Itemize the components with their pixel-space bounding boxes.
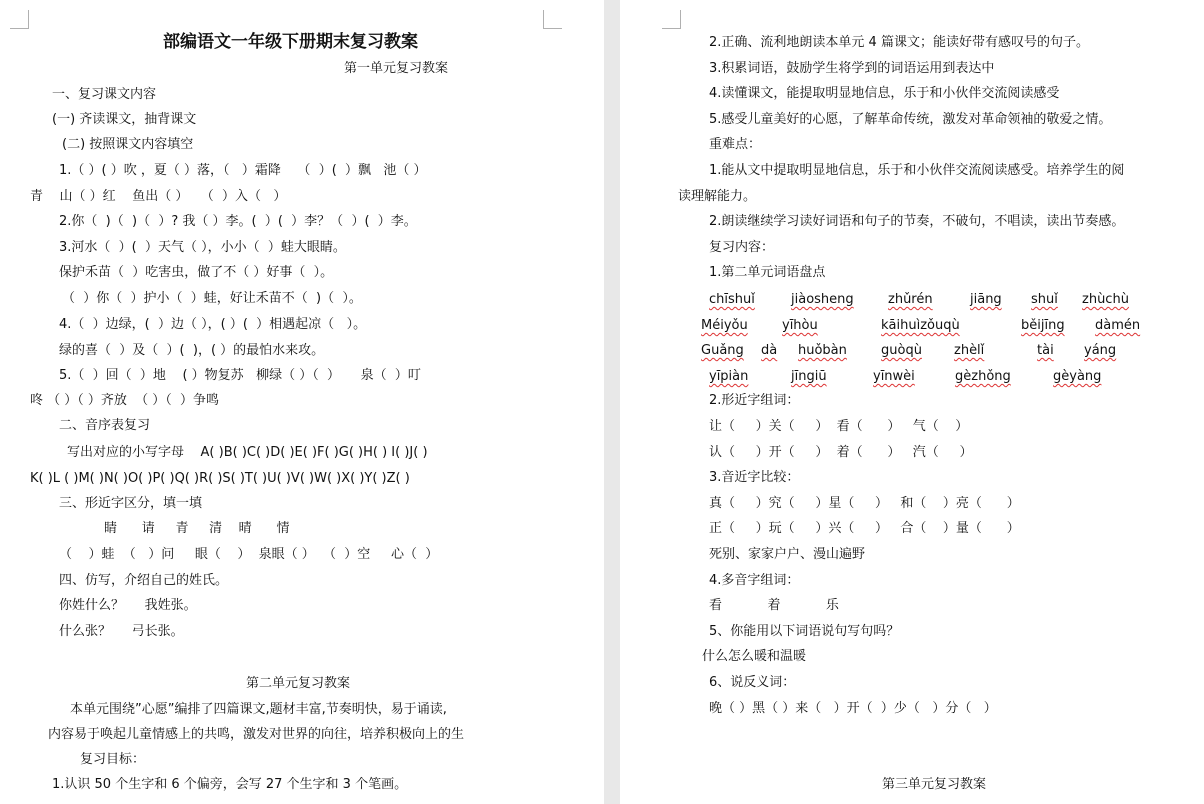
pinyin-word: jiāng (970, 292, 1002, 307)
pinyin-word: běijīng (1021, 318, 1065, 333)
text-line: 什么张？ 弓长张。 (59, 624, 184, 639)
text-line: 2.正确、流利地朗读本单元 4 篇课文；能读好带有感叹号的句子。 (709, 35, 1089, 50)
pinyin-word: shuǐ (1031, 292, 1058, 307)
pinyin-word: chīshuǐ (709, 292, 755, 307)
text-line: 4.（ ）边绿，( ）边（ ），( ）( ）相遇起凉（ ）。 (59, 317, 367, 332)
document-title: 部编语文一年级下册期末复习教案 (163, 32, 418, 52)
pinyin-word: gèyàng (1053, 369, 1102, 384)
text-line: 1.认识 50 个生字和 6 个偏旁，会写 27 个生字和 3 个笔画。 (52, 777, 408, 792)
pinyin-word: Guǎng (701, 343, 744, 358)
text-line: 晚（ ）黑（ ）来（ ）开（ ）少（ ）分（ ） (709, 701, 997, 716)
text-line: 3.音近字比较： (709, 470, 800, 485)
text-line: 5.（ ）回（ ）地 ( ）物复苏 柳绿（ ）（ ） 泉（ ）叮 (59, 368, 421, 383)
page-right (620, 0, 1204, 804)
text-line: 一、复习课文内容 (52, 87, 157, 102)
text-line: 保护禾苗（ ）吃害虫，做了不（ ）好事（ ）。 (59, 265, 334, 280)
text-line: 什么怎么暖和温暖 (702, 649, 807, 664)
corner-mark (10, 10, 29, 29)
text-line: 3.积累词语，鼓励学生将学到的词语运用到表达中 (709, 61, 995, 76)
corner-mark (543, 10, 562, 29)
text-line: 1.第二单元词语盘点 (709, 265, 826, 280)
text-line: 本单元围绕”心愿”编排了四篇课文,题材丰富,节奏明快，易于诵读, (70, 702, 447, 717)
text-line: 复习目标： (80, 752, 146, 767)
text-line: 6、说反义词： (709, 675, 796, 690)
text-line: 读理解能力。 (678, 189, 757, 204)
text-line: 认（ ）开（ ） 着（ ） 汽（ ） (709, 445, 973, 460)
text-line: 你姓什么？ 我姓张。 (59, 598, 197, 613)
text-line: 死别、家家户户、漫山遍野 (709, 547, 866, 562)
pinyin-word: zhǔrén (888, 292, 933, 307)
pinyin-word: huǒbàn (798, 343, 847, 358)
text-line: 正（ ）玩（ ）兴（ ） 合（ ）量（ ） (709, 521, 1020, 536)
text-line: 真（ ）究（ ）星（ ） 和（ ）亮（ ） (709, 496, 1020, 511)
pinyin-word: zhèlǐ (954, 343, 985, 358)
pinyin-word: yīpiàn (709, 369, 749, 384)
unit2-title: 第二单元复习教案 (246, 676, 351, 691)
pinyin-word: zhùchù (1082, 292, 1129, 307)
text-line: 1.（ ）( ）吹 ，夏（ ）落，（ ）霜降 （ ）( ）飘 池（ ） (59, 163, 427, 178)
pinyin-word: jiàosheng (791, 292, 854, 307)
text-line: 二、音序表复习 (59, 418, 151, 433)
pinyin-word: guòqù (881, 343, 922, 358)
text-line: 5、你能用以下词语说句写句吗？ (709, 624, 900, 639)
text-line: 让（ ）关（ ） 看（ ） 气（ ） (709, 419, 969, 434)
text-line: 重难点： (709, 137, 762, 152)
pinyin-word: yáng (1084, 343, 1117, 358)
text-line: 5.感受儿童美好的心愿，了解革命传统，激发对革命领袖的敬爱之情。 (709, 112, 1112, 127)
text-line: (二) 按照课文内容填空 (62, 137, 194, 152)
text-line: 2.朗读继续学习读好词语和句子的节奏，不破句，不唱读，读出节奏感。 (709, 214, 1125, 229)
pinyin-word: jīngiū (791, 369, 827, 384)
pinyin-word: kāihuìzǒuqù (881, 318, 960, 333)
text-line: 看 着 乐 (709, 598, 839, 613)
text-line: 4.多音字组词： (709, 573, 800, 588)
pinyin-word: gèzhǒng (955, 369, 1011, 384)
text-line: (一) 齐读课文，抽背课文 (52, 112, 197, 127)
text-line: 咚 （ ）（ ）齐放 （ ）（ ）争鸣 (30, 393, 220, 408)
text-line: 青 山（ ）红 鱼出（ ） （ ）入（ ） (30, 189, 287, 204)
pinyin-word: tài (1037, 343, 1054, 358)
text-line: K( )L ( )M( )N( )O( )P( )Q( )R( )S( )T( )U( )V( )W( )X( )Y( )Z( ) (30, 471, 410, 486)
text-line: 2.你（ )（ )（ ）? 我（ ）李。( ）( ）李？（ ）( ）李。 (59, 214, 417, 229)
text-line: 2.形近字组词： (709, 393, 800, 408)
pinyin-word: Méiyǒu (701, 318, 748, 333)
corner-mark (662, 10, 681, 29)
text-line: 睛 请 青 清 晴 情 (104, 521, 290, 536)
text-line: 写出对应的小写字母 A( )B( )C( )D( )E( )F( )G( )H( ) I( )J( ) (67, 445, 428, 460)
unit1-title: 第一单元复习教案 (344, 61, 449, 76)
text-line: 绿的喜（ ）及（ ）( )，( ）的最怕水来攻。 (59, 343, 325, 358)
pinyin-word: dà (761, 343, 778, 358)
unit3-title: 第三单元复习教案 (882, 777, 987, 792)
text-line: 1.能从文中提取明显地信息，乐于和小伙伴交流阅读感受。培养学生的阅 (709, 163, 1125, 178)
pinyin-word: dàmén (1095, 318, 1141, 333)
text-line: 四、仿写，介绍自己的姓氏。 (59, 573, 229, 588)
text-line: 3.河水（ ）( ）天气（ ），小小（ ）蛙大眼睛。 (59, 240, 346, 255)
pinyin-word: yīhòu (782, 318, 818, 333)
text-line: （ ）你（ ）护小（ ）蛙，好让禾苗不（ )（ ）。 (62, 291, 362, 306)
text-line: 三、形近字区分，填一填 (59, 496, 203, 511)
text-line: 复习内容： (709, 240, 775, 255)
text-line: （ ）蛙 （ ）问 眼（ ） 泉眼（ ） （ ）空 心（ ） (59, 547, 439, 562)
text-line: 4.读懂课文，能提取明显地信息，乐于和小伙伴交流阅读感受 (709, 86, 1060, 101)
pinyin-word: yīnwèi (873, 369, 915, 384)
text-line: 内容易于唤起儿童情感上的共鸣，激发对世界的向往，培养积极向上的生 (48, 727, 465, 742)
